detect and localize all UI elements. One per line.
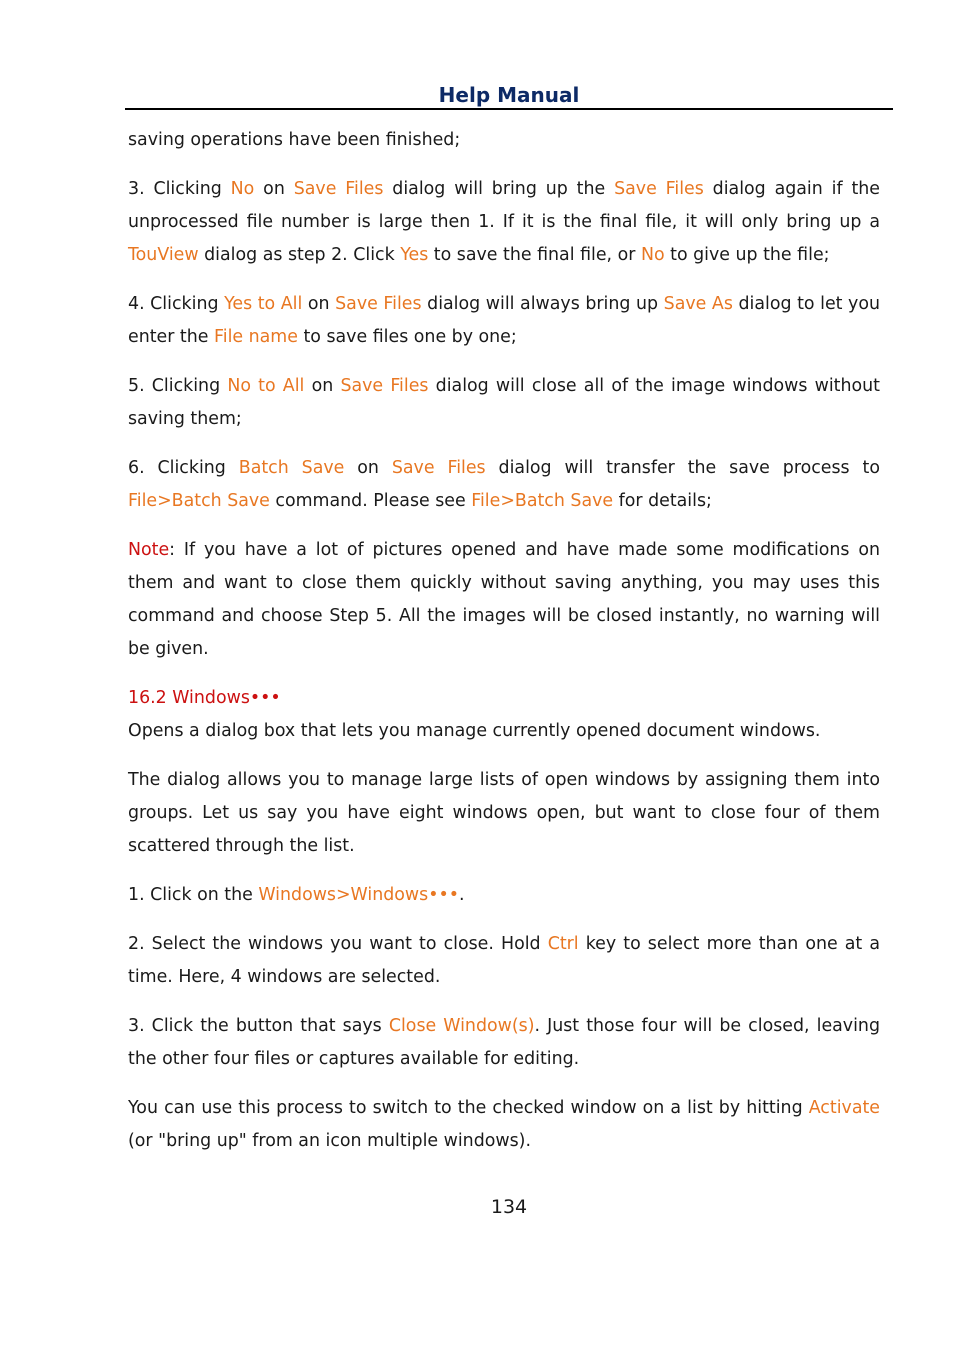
- text: on: [344, 458, 392, 478]
- keyword-ctrl: Ctrl: [547, 934, 579, 954]
- header-divider: [125, 108, 893, 110]
- page-header-title: Help Manual: [438, 83, 580, 107]
- text: dialog will always bring up: [421, 294, 664, 314]
- text: dialog will transfer the save process to: [485, 458, 880, 478]
- text: to give up the file;: [664, 245, 830, 265]
- keyword-file-batch-save: File>Batch Save: [471, 491, 614, 511]
- text: dialog will close all of the image windows without saving them;: [128, 376, 880, 429]
- paragraph-windows-step-3: [128, 1010, 880, 1076]
- paragraph-activate: [128, 1092, 880, 1158]
- text: on: [254, 179, 294, 199]
- section-heading-windows: 16.2 Windows•••: [128, 688, 281, 708]
- paragraph-step-6: [128, 452, 880, 518]
- text: on: [304, 376, 341, 396]
- text: dialog to let you enter the: [128, 294, 880, 347]
- paragraph-windows-step-1: [128, 879, 880, 912]
- text: (or "bring up" from an icon multiple windows).: [128, 1131, 531, 1151]
- keyword-save-files: Save Files: [340, 376, 429, 396]
- keyword-file-batch-save: File>Batch Save: [128, 491, 270, 511]
- keyword-save-files: Save Files: [391, 458, 486, 478]
- paragraph-step-3: [128, 173, 880, 272]
- keyword-no: No: [640, 245, 665, 265]
- text: for details;: [613, 491, 712, 511]
- note-paragraph: [128, 534, 880, 666]
- text: You can use this process to switch to the checked window on a list by hitting: [128, 1098, 809, 1118]
- keyword-no-to-all: No to All: [227, 376, 305, 396]
- keyword-batch-save: Batch Save: [238, 458, 345, 478]
- text: . Just those four will be closed, leaving the other four files or captures available for editing.: [128, 1016, 880, 1069]
- text: 3. Click the button that says: [128, 1016, 389, 1036]
- paragraph-windows-groups: [128, 764, 880, 863]
- keyword-save-files: Save Files: [335, 294, 422, 314]
- note-label: Note: [128, 540, 170, 560]
- text: key to select more than one at a time. Here, 4 windows are selected.: [128, 934, 880, 987]
- paragraph-saving-finished: [128, 124, 880, 157]
- text: 1. Click on the: [128, 885, 259, 905]
- keyword-save-files: Save Files: [614, 179, 704, 199]
- text: dialog will bring up the: [383, 179, 615, 199]
- text: 6. Clicking: [128, 458, 239, 478]
- keyword-activate: Activate: [808, 1098, 880, 1118]
- page-body: [128, 124, 880, 1158]
- keyword-windows-menu: Windows>Windows•••: [258, 885, 459, 905]
- keyword-no: No: [230, 179, 255, 199]
- keyword-touview: TouView: [128, 245, 199, 265]
- paragraph-step-5: [128, 370, 880, 436]
- paragraph-step-4: [128, 288, 880, 354]
- text: to save the final file, or: [428, 245, 641, 265]
- text: .: [458, 885, 465, 905]
- text: dialog again if the unprocessed file number is large then 1. If it is the final file, it will only bring up a: [128, 179, 880, 232]
- paragraph-windows-step-2: [128, 928, 880, 994]
- text: to save files one by one;: [297, 327, 517, 347]
- keyword-yes: Yes: [400, 245, 429, 265]
- text: dialog as step 2. Click: [198, 245, 401, 265]
- text: 5. Clicking: [128, 376, 228, 396]
- page-number: 134: [490, 1196, 528, 1218]
- text: 4. Clicking: [128, 294, 225, 314]
- text: 3. Clicking: [128, 179, 231, 199]
- keyword-close-windows: Close Window(s): [388, 1016, 535, 1036]
- keyword-save-files: Save Files: [293, 179, 384, 199]
- text: 2. Select the windows you want to close. Hold: [128, 934, 548, 954]
- keyword-file-name: File name: [214, 327, 298, 347]
- keyword-save-as: Save As: [663, 294, 733, 314]
- note-text: : If you have a lot of pictures opened and have made some modifications on them and want to close them quickly without saving anything, you may uses this command and choose Step 5. All the images will be closed instantly, no warning will be given.: [128, 540, 880, 659]
- text: command. Please see: [269, 491, 472, 511]
- text: saving operations have been finished;: [128, 130, 461, 150]
- text: Opens a dialog box that lets you manage currently opened document windows.: [128, 721, 821, 741]
- text: The dialog allows you to manage large lists of open windows by assigning them into groups. Let us say you have eight windows open, but want to close four of them scattered through the list.: [128, 770, 880, 856]
- keyword-yes-to-all: Yes to All: [224, 294, 303, 314]
- text: on: [302, 294, 336, 314]
- paragraph-windows-intro: [128, 715, 880, 748]
